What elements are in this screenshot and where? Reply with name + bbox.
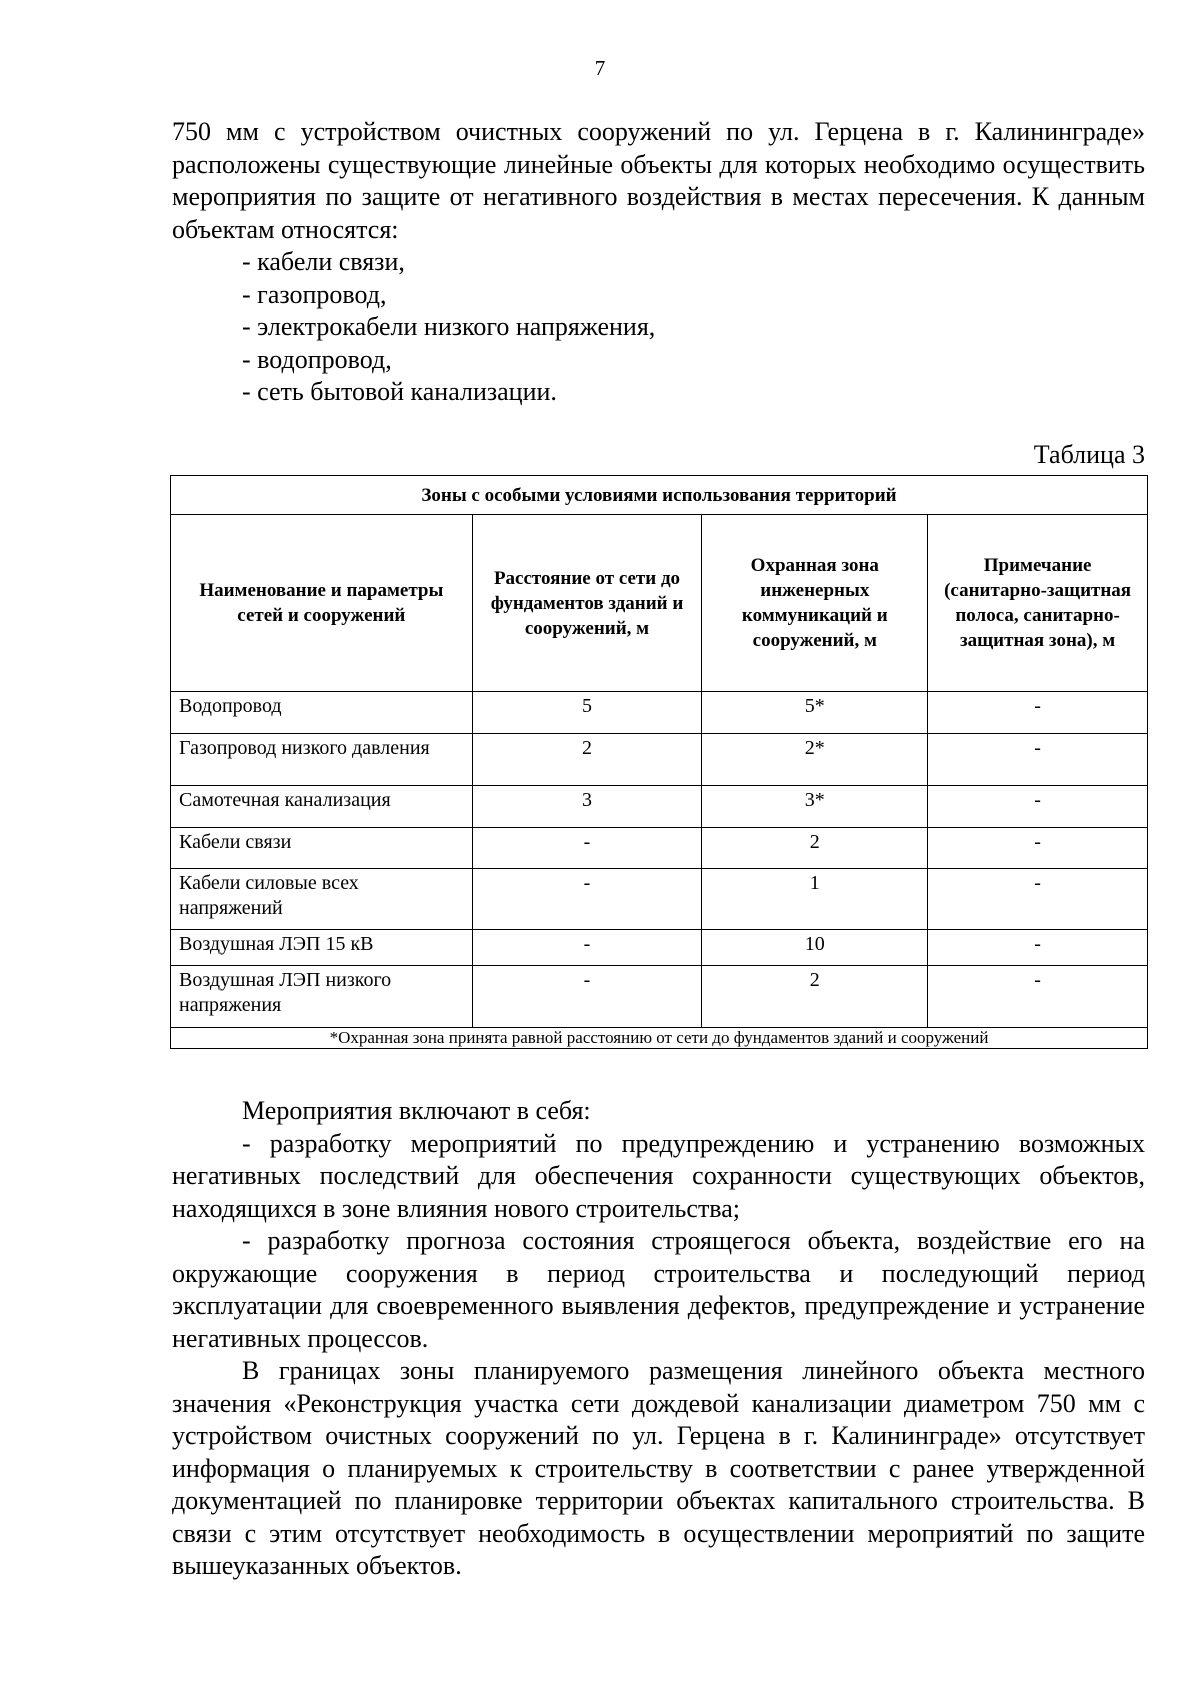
table-row <box>171 930 1148 966</box>
cell-name: Воздушная ЛЭП низкого напряжения <box>171 966 473 1028</box>
cell-distance: 3 <box>472 786 702 828</box>
cell-name: Кабели силовые всех напряжений <box>171 869 473 930</box>
cell-note: - <box>928 966 1148 1028</box>
column-header-distance: Расстояние от сети до фундаментов зданий и сооружений, м <box>472 515 702 692</box>
cell-protection-zone: 5* <box>702 692 928 734</box>
cell-name: Водопровод <box>171 692 473 734</box>
cell-distance: 5 <box>472 692 702 734</box>
cell-note: - <box>928 786 1148 828</box>
cell-distance: - <box>472 869 702 930</box>
table-row <box>171 828 1148 869</box>
cell-protection-zone: 2 <box>702 828 928 869</box>
list-item: - кабели связи, <box>242 247 405 276</box>
cell-distance: - <box>472 966 702 1028</box>
cell-note: - <box>928 828 1148 869</box>
cell-note: - <box>928 734 1148 786</box>
table-row <box>171 692 1148 734</box>
cell-protection-zone: 1 <box>702 869 928 930</box>
column-header-name: Наименование и параметры сетей и сооружений <box>171 515 473 692</box>
zones-table <box>170 475 1148 1049</box>
cell-distance: - <box>472 828 702 869</box>
cell-name: Самотечная канализация <box>171 786 473 828</box>
table-row <box>171 869 1148 930</box>
cell-note: - <box>928 869 1148 930</box>
objects-list <box>172 246 1145 409</box>
cell-protection-zone: 10 <box>702 930 928 966</box>
cell-protection-zone: 2* <box>702 734 928 786</box>
column-header-note: Примечание (санитарно-защитная полоса, санитарно-защитная зона), м <box>928 515 1148 692</box>
measures-item-1: - разработку мероприятий по предупреждению и устранению возможных негативных последствий для обеспечения сохранности существующих объектов, находящихся в зоне влияния нового строительства; <box>172 1128 1145 1223</box>
intro-paragraph: 750 мм с устройством очистных сооружений по ул. Герцена в г. Калининграде» расположены существующие линейные объекты для которых необходимо осуществить мероприятия по защите от негативного воздействия в местах пересечения. К данным объектам относятся: <box>172 117 1145 244</box>
measures-section <box>172 1095 1145 1583</box>
cell-distance: - <box>472 930 702 966</box>
table-row <box>171 966 1148 1028</box>
table-footnote: *Охранная зона принята равной расстоянию от сети до фундаментов зданий и сооружений <box>171 1028 1148 1049</box>
measures-lead: Мероприятия включают в себя: <box>242 1096 591 1125</box>
conclusion-paragraph: В границах зоны планируемого размещения линейного объекта местного значения «Реконструкция участка сети дождевой канализации диаметром 750 мм с устройством очистных сооружений по ул. Герцена в г. Калининграде» отсутствует информация о планируемых к строительству в соответствии с ранее утвержденной документацией по планировке территории объектах капитального строительства. В связи с этим отсутствует необходимость в осуществлении мероприятий по защите вышеуказанных объектов. <box>172 1356 1145 1580</box>
table-row <box>171 786 1148 828</box>
cell-name: Газопровод низкого давления <box>171 734 473 786</box>
list-item: - газопровод, <box>242 279 387 309</box>
page-number: 7 <box>594 56 606 80</box>
list-item: - водопровод, <box>242 344 392 374</box>
list-item: - электрокабели низкого напряжения, <box>242 312 656 341</box>
column-header-protection-zone: Охранная зона инженерных коммуникаций и сооружений, м <box>702 515 928 692</box>
table-title: Зоны с особыми условиями использования территорий <box>171 476 1148 515</box>
table-row <box>171 734 1148 786</box>
list-item: - сеть бытовой канализации. <box>242 377 557 406</box>
cell-name: Воздушная ЛЭП 15 кВ <box>171 930 473 966</box>
measures-item-2: - разработку прогноза состояния строящегося объекта, воздействие его на окружающие сооружения в период строительства и последующий период эксплуатации для своевременного выявления дефектов, предупреждение и устранение негативных процессов. <box>172 1226 1145 1353</box>
intro-section <box>172 116 1145 409</box>
cell-note: - <box>928 692 1148 734</box>
table-caption: Таблица 3 <box>1033 440 1145 469</box>
cell-name: Кабели связи <box>171 828 473 869</box>
cell-protection-zone: 3* <box>702 786 928 828</box>
cell-note: - <box>928 930 1148 966</box>
cell-distance: 2 <box>472 734 702 786</box>
cell-protection-zone: 2 <box>702 966 928 1028</box>
